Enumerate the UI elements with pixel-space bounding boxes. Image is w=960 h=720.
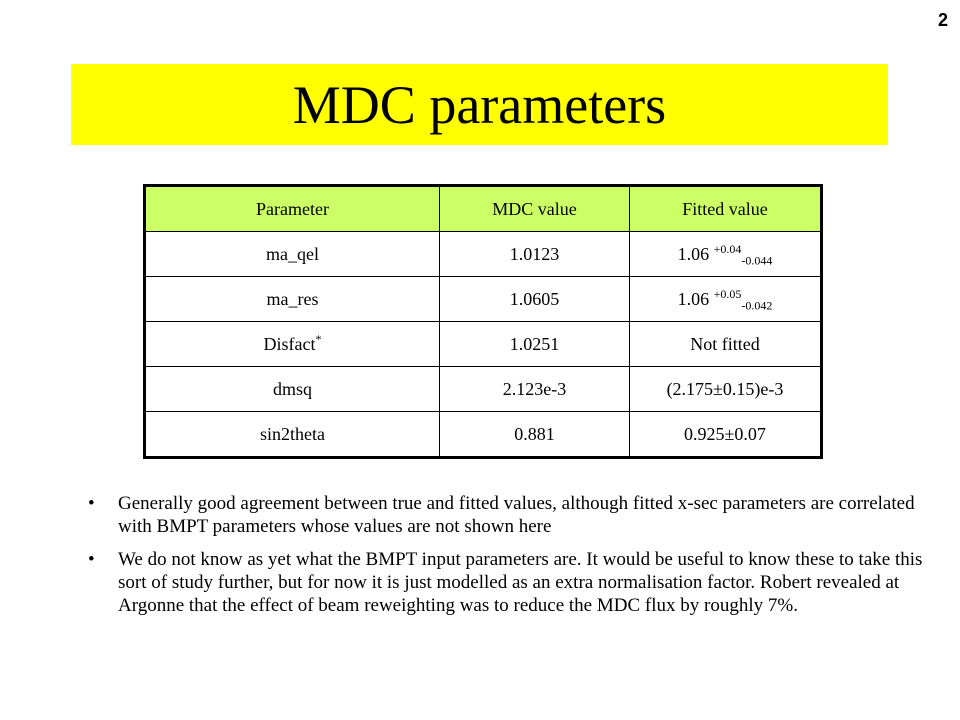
bullet-list bbox=[88, 492, 928, 627]
parameters-table bbox=[143, 184, 823, 459]
table-row bbox=[145, 277, 822, 322]
list-item bbox=[88, 548, 928, 617]
cell-fitted-value: (2.175±0.15)e-3 bbox=[630, 367, 822, 412]
page-number: 2 bbox=[937, 10, 948, 30]
cell-fitted-value: 1.06 $^{+0.05}_{-0.042}$ bbox=[630, 277, 822, 322]
header-mdc-value: MDC value bbox=[440, 186, 630, 232]
table-header-row bbox=[145, 186, 822, 232]
cell-parameter: Disfact* bbox=[145, 322, 440, 367]
cell-fitted-value: 0.925±0.07 bbox=[630, 412, 822, 458]
cell-fitted-value: Not fitted bbox=[630, 322, 822, 367]
cell-mdc-value: 1.0605 bbox=[440, 277, 630, 322]
bullet-text: Generally good agreement between true and fitted values, although fitted x-sec parameters are correlated with BMPT parameters whose values are not shown here bbox=[118, 493, 915, 537]
cell-parameter: sin2theta bbox=[145, 412, 440, 458]
cell-fitted-value: 1.06 $^{+0.04}_{-0.044}$ bbox=[630, 232, 822, 277]
page-title: MDC parameters bbox=[292, 74, 667, 135]
cell-mdc-value: 1.0123 bbox=[440, 232, 630, 277]
table-row bbox=[145, 322, 822, 367]
bullet-icon: • bbox=[88, 493, 95, 514]
cell-mdc-value: 1.0251 bbox=[440, 322, 630, 367]
table-row bbox=[145, 232, 822, 277]
header-parameter: Parameter bbox=[145, 186, 440, 232]
table-row bbox=[145, 412, 822, 458]
cell-parameter: ma_qel bbox=[145, 232, 440, 277]
cell-parameter: dmsq bbox=[145, 367, 440, 412]
cell-mdc-value: 2.123e-3 bbox=[440, 367, 630, 412]
cell-parameter: ma_res bbox=[145, 277, 440, 322]
table-row bbox=[145, 367, 822, 412]
bullet-icon: • bbox=[88, 549, 95, 570]
bullet-text: We do not know as yet what the BMPT input parameters are. It would be useful to know these to take this sort of study further, but for now it is just modelled as an extra normalisation factor. Robert revealed at Argonne that the effect of beam reweighting was to reduce the MDC flux by roughly 7%. bbox=[118, 549, 923, 616]
title-banner bbox=[71, 64, 888, 145]
list-item bbox=[88, 492, 928, 538]
header-fitted-value: Fitted value bbox=[630, 186, 822, 232]
cell-mdc-value: 0.881 bbox=[440, 412, 630, 458]
